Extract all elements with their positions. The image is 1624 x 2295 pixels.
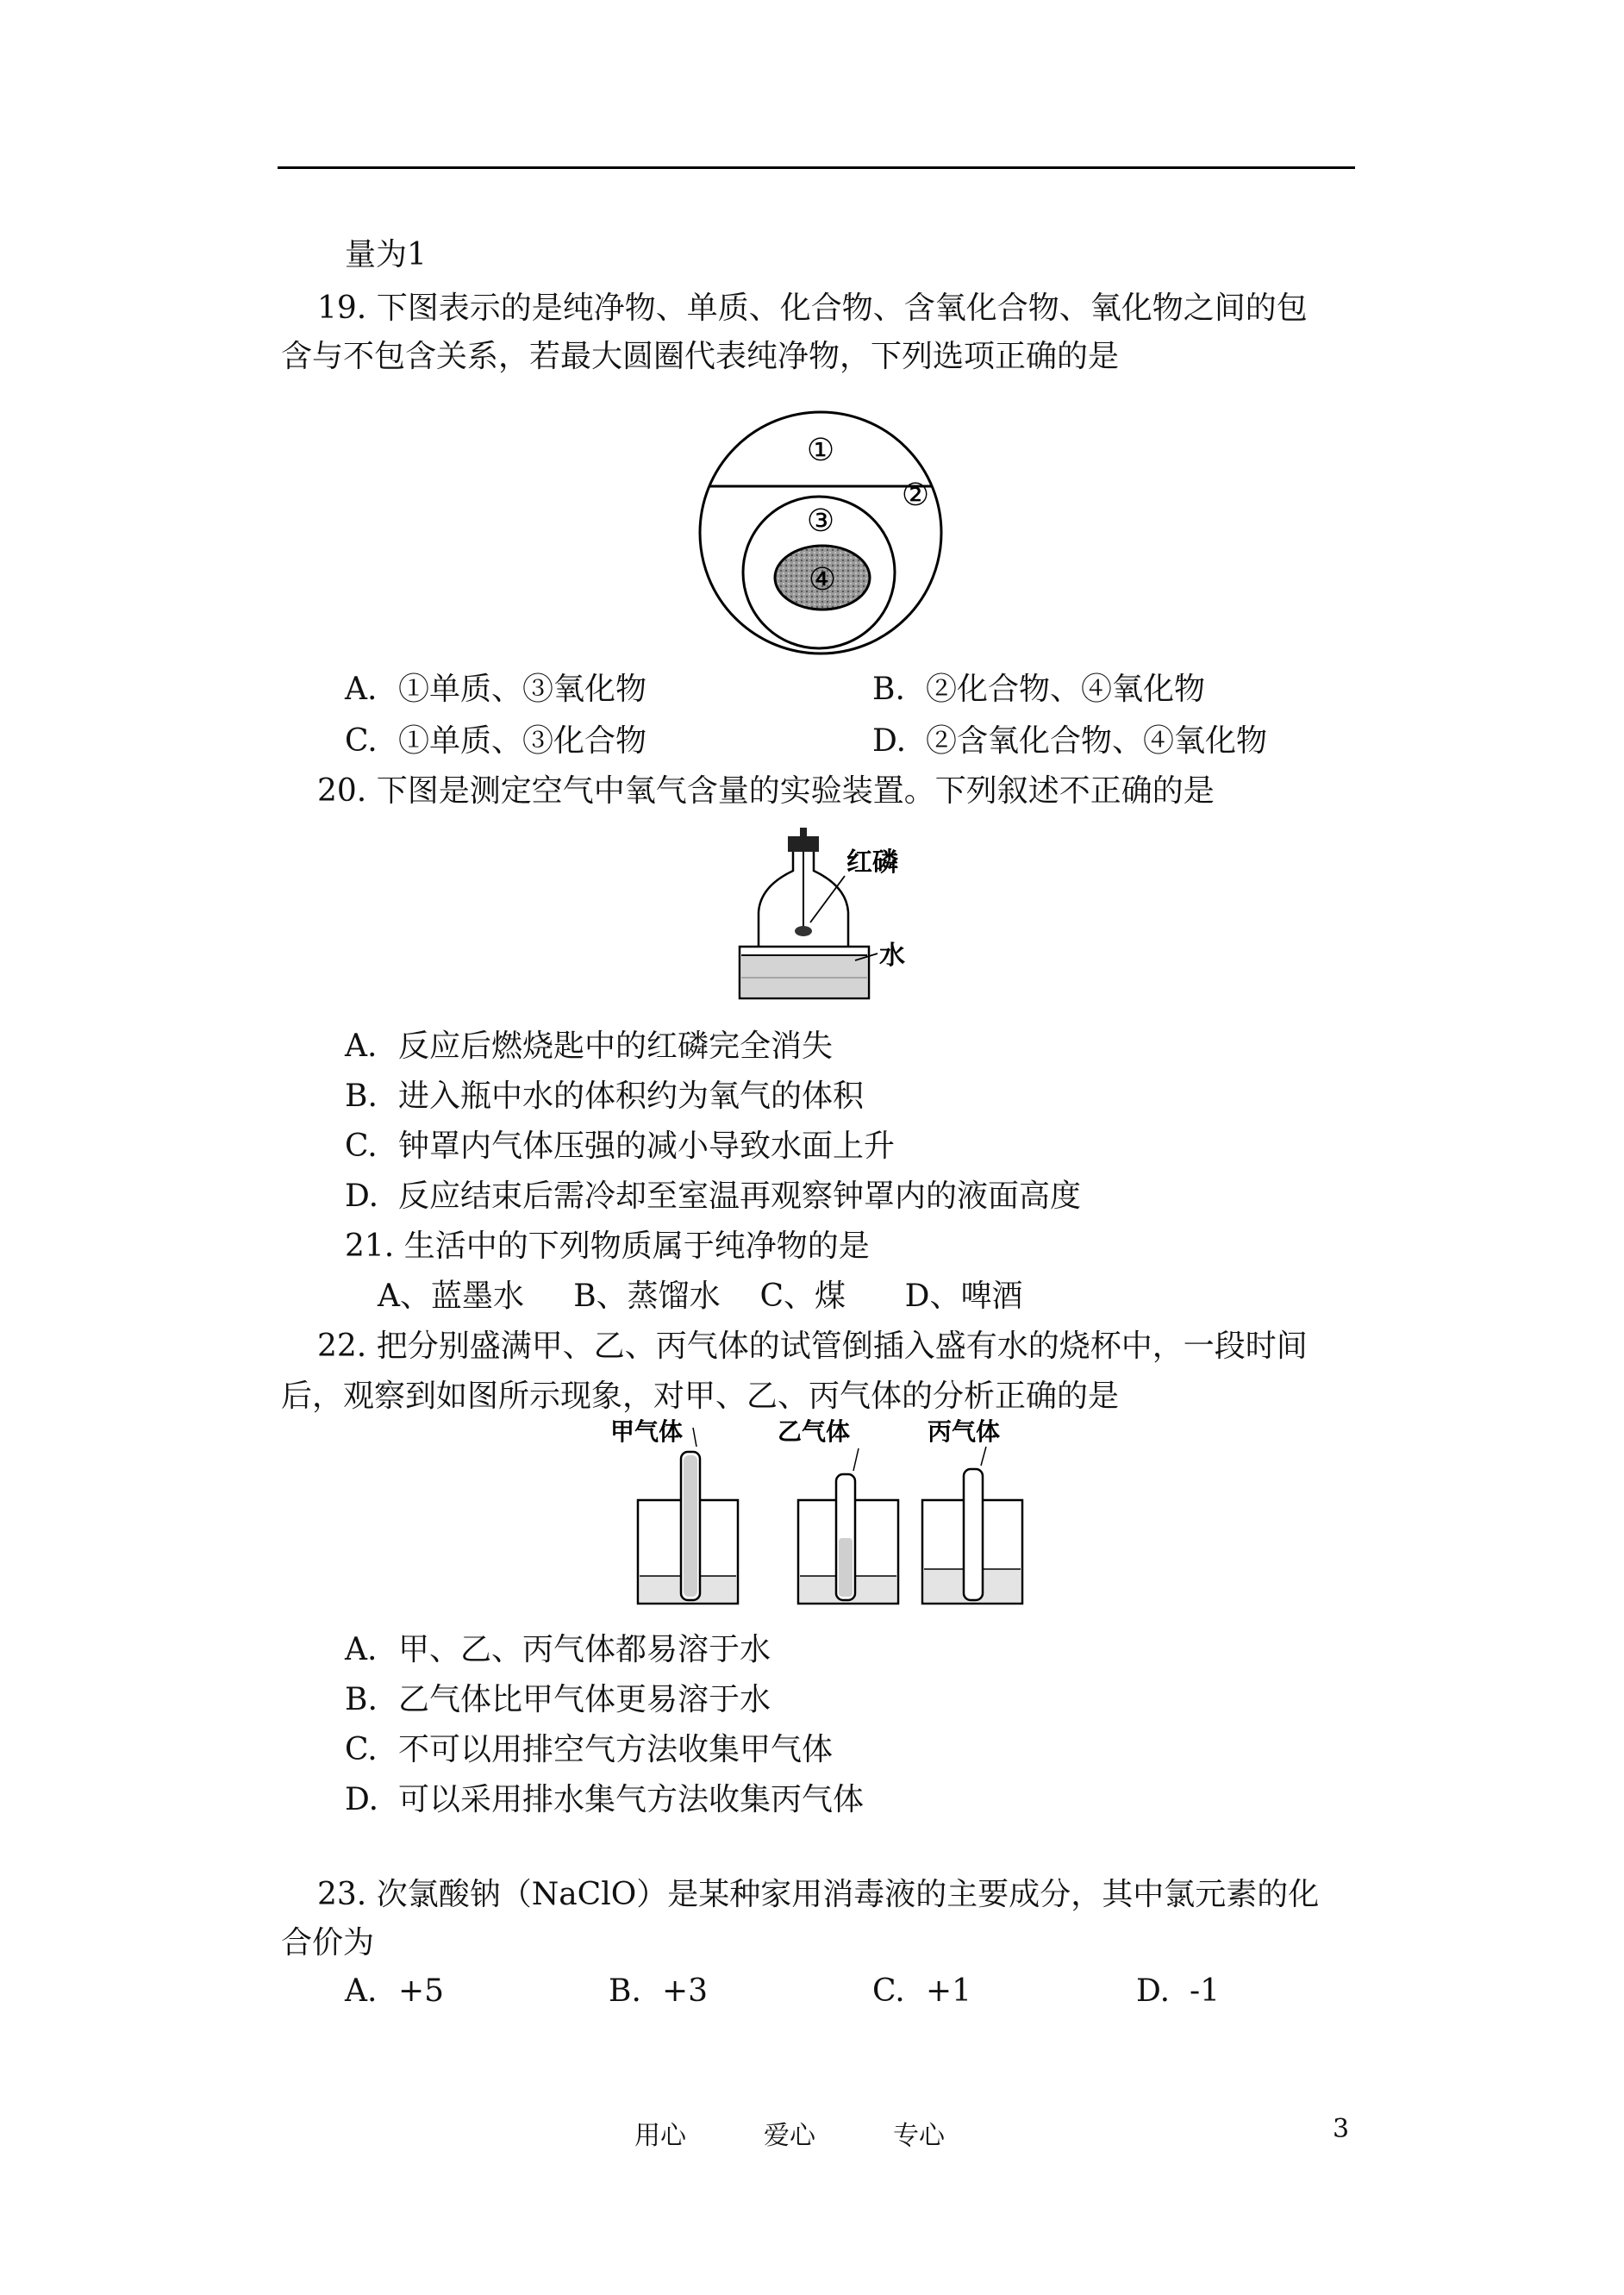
q23-option-c	[872, 1971, 971, 2012]
q19-option-a	[345, 669, 646, 710]
q23-option-a	[345, 1971, 444, 2012]
option-label: A.	[345, 672, 378, 707]
page-number: 3	[1333, 2114, 1350, 2144]
q19-option-d	[872, 721, 1267, 762]
option-label: C.	[345, 1129, 378, 1164]
q23-option-d	[1136, 1971, 1220, 2012]
option-label: A.	[345, 1029, 378, 1064]
option-text: -1	[1190, 1973, 1221, 2009]
q20-option-c	[345, 1126, 895, 1167]
beaker-jia	[610, 1417, 738, 1604]
q21-options: A、蓝墨水 B、蒸馏水 C、煤 D、啤酒	[378, 1279, 1023, 1314]
option-label: D.	[872, 723, 907, 759]
option-text: ②化合物、④氧化物	[926, 672, 1206, 707]
option-text: +3	[662, 1973, 709, 2009]
option-text: ①单质、③氧化物	[398, 672, 647, 707]
label-jia: 甲气体	[610, 1417, 684, 1446]
header-rule	[278, 166, 1355, 169]
footer-item-aixin: 爱心	[764, 2121, 815, 2151]
option-text: 反应结束后需冷却至室温再观察钟罩内的液面高度	[398, 1179, 1082, 1214]
option-text: 甲、乙、丙气体都易溶于水	[398, 1632, 771, 1667]
region-label-1: ①	[806, 433, 835, 468]
q19-stem-line1: 19. 下图表示的是纯净物、单质、化合物、含氧化合物、氧化物之间的包	[317, 291, 1308, 326]
option-text: ②含氧化合物、④氧化物	[926, 723, 1268, 759]
q20-option-a	[345, 1026, 833, 1067]
option-label: C.	[872, 1973, 905, 2009]
q22-stem-line1: 22. 把分别盛满甲、乙、丙气体的试管倒插入盛有水的烧杯中，一段时间	[317, 1329, 1308, 1364]
option-label: C.	[345, 723, 378, 759]
footer-item-zhuanxin: 专心	[893, 2121, 945, 2151]
q22-option-a	[345, 1629, 771, 1671]
option-text: 可以采用排水集气方法收集丙气体	[398, 1782, 865, 1817]
q22-option-d	[345, 1779, 864, 1821]
region-label-2: ②	[901, 478, 930, 513]
option-label: B.	[345, 1682, 378, 1717]
q21-stem: 21. 生活中的下列物质属于纯净物的是	[345, 1229, 870, 1264]
water-label: 水	[879, 941, 905, 971]
beaker-bing	[922, 1417, 1022, 1604]
option-label: A.	[345, 1632, 378, 1667]
q19-venn-diagram	[696, 409, 945, 657]
q23-stem-line2: 合价为	[281, 1925, 375, 1960]
option-label: B.	[345, 1079, 378, 1114]
q23-stem-line1: 23. 次氯酸钠（NaClO）是某种家用消毒液的主要成分，其中氯元素的化	[317, 1877, 1320, 1912]
q19-option-b	[872, 669, 1205, 710]
q20-option-d	[345, 1176, 1081, 1217]
option-label: B.	[872, 672, 905, 707]
option-text: 反应后燃烧匙中的红磷完全消失	[398, 1029, 834, 1064]
option-text: 钟罩内气体压强的减小导致水面上升	[398, 1129, 896, 1164]
option-text: 不可以用排空气方法收集甲气体	[398, 1732, 834, 1767]
option-text: +1	[926, 1973, 972, 2009]
option-text: +5	[398, 1973, 445, 2009]
label-bing: 丙气体	[928, 1417, 1001, 1446]
region-label-3: ③	[806, 503, 835, 539]
option-label: A.	[345, 1973, 378, 2009]
option-text: ①单质、③化合物	[398, 723, 647, 759]
q19-option-c	[345, 721, 646, 762]
q20-option-b	[345, 1076, 864, 1117]
region-label-4: ④	[808, 562, 837, 597]
q19-stem-line2: 含与不包含关系，若最大圆圈代表纯净物，下列选项正确的是	[281, 339, 1120, 374]
q20-stem: 20. 下图是测定空气中氧气含量的实验装置。下列叙述不正确的是	[317, 773, 1215, 809]
phosphorus-label: 红磷	[846, 847, 898, 878]
option-text: 进入瓶中水的体积约为氧气的体积	[398, 1079, 865, 1114]
option-text: 乙气体比甲气体更易溶于水	[398, 1682, 771, 1717]
option-label: B.	[609, 1973, 641, 2009]
option-label: D.	[345, 1782, 379, 1817]
q23-option-b	[609, 1971, 708, 2012]
option-label: C.	[345, 1732, 378, 1767]
label-yi: 乙气体	[778, 1417, 851, 1446]
footer-item-yongxin: 用心	[634, 2121, 686, 2151]
q22-option-c	[345, 1729, 833, 1771]
q22-option-b	[345, 1679, 771, 1721]
option-label: D.	[1136, 1973, 1171, 2009]
continuation-text: 量为1	[345, 237, 427, 272]
q22-beakers-figure	[610, 1417, 1033, 1612]
q20-apparatus-figure	[734, 826, 915, 1012]
option-label: D.	[345, 1179, 379, 1214]
q22-stem-line2: 后，观察到如图所示现象，对甲、乙、丙气体的分析正确的是	[281, 1379, 1120, 1414]
beaker-yi	[778, 1417, 898, 1604]
combustion-spoon	[795, 926, 812, 936]
